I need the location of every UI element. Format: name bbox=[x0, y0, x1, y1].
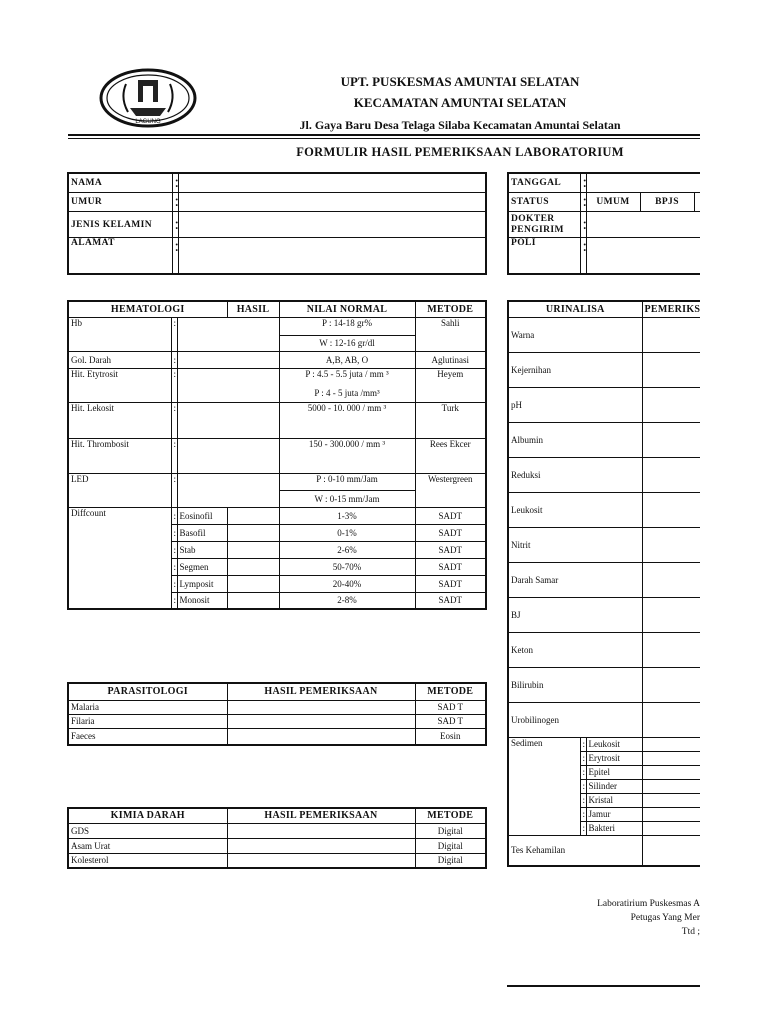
field-umur[interactable] bbox=[178, 193, 486, 212]
patient-info-table: NAMA : UMUR : JENIS KELAMIN : ALAMAT : bbox=[67, 172, 487, 275]
footer-ttd: Ttd ; bbox=[681, 927, 700, 937]
row-reduksi: Reduksi bbox=[508, 457, 642, 492]
row-thrombosit: Hit. Thrombosit bbox=[68, 438, 171, 473]
sedimen-name: Epitel bbox=[586, 765, 642, 779]
urinalisa-table: URINALISA PEMERIKS Warna Kejernihan pH Albumin Reduksi Leukosit Nitrit Darah Samar BJ Keton Bilirubin Urobilinogen Sedimen : Leukosit : Erytrosit : Epitel : Silinder : Kristal : Jamur : Bakteri Tes Kehamilan bbox=[507, 300, 739, 867]
input-gol-darah[interactable] bbox=[177, 351, 279, 368]
diff-name: Monosit bbox=[177, 592, 227, 609]
row-diffcount: Diffcount bbox=[68, 507, 171, 609]
header-line-2: KECAMATAN AMUNTAI SELATAN bbox=[353, 95, 567, 110]
footer-lab: Laboratirium Puskesmas A bbox=[597, 899, 700, 909]
col-urinalisa: URINALISA bbox=[508, 301, 642, 317]
row-bj: BJ bbox=[508, 597, 642, 632]
field-alamat[interactable] bbox=[178, 238, 486, 274]
input-diff-lymposit[interactable] bbox=[227, 575, 279, 592]
header-divider-thin bbox=[68, 138, 700, 139]
input-lekosit[interactable] bbox=[177, 402, 279, 438]
diff-name: Eosinofil bbox=[177, 507, 227, 524]
row-urobilinogen: Urobilinogen bbox=[508, 702, 642, 737]
row-kejernihan: Kejernihan bbox=[508, 352, 642, 387]
sedimen-name: Bakteri bbox=[586, 821, 642, 835]
input-hb[interactable] bbox=[177, 317, 279, 351]
row-nitrit: Nitrit bbox=[508, 527, 642, 562]
label-jenis-kelamin: JENIS KELAMIN bbox=[68, 212, 172, 238]
input-asam-urat[interactable] bbox=[227, 838, 415, 853]
footer-petugas: Petugas Yang Mer bbox=[630, 913, 700, 923]
row-eritrosit: Hit. Etytrosit bbox=[68, 368, 171, 402]
col-hasil-pemeriksaan: HASIL PEMERIKSAAN bbox=[227, 808, 415, 823]
sedimen-name: Erytrosit bbox=[586, 751, 642, 765]
header-line-1: UPT. PUSKESMAS AMUNTAI SELATAN bbox=[340, 74, 580, 89]
col-pemeriksaan: PEMERIKS bbox=[642, 301, 738, 317]
col-kimia-darah: KIMIA DARAH bbox=[68, 808, 227, 823]
col-metode: METODE bbox=[415, 808, 486, 823]
input-diff-segmen[interactable] bbox=[227, 558, 279, 575]
input-gds[interactable] bbox=[227, 823, 415, 838]
row-led: LED bbox=[68, 473, 171, 507]
row-albumin: Albumin bbox=[508, 422, 642, 457]
label-tanggal: TANGGAL bbox=[508, 173, 580, 193]
field-nama[interactable] bbox=[178, 173, 486, 193]
sedimen-name: Kristal bbox=[586, 793, 642, 807]
diff-name: Basofil bbox=[177, 524, 227, 541]
row-leukosit: Leukosit bbox=[508, 492, 642, 527]
row-kolesterol: Kolesterol bbox=[68, 853, 227, 868]
kimia-darah-table: KIMIA DARAH HASIL PEMERIKSAAN METODE GDS Digital Asam Urat Digital Kolesterol Digital bbox=[67, 807, 487, 869]
input-diff-eosinofil[interactable] bbox=[227, 507, 279, 524]
row-darah-samar: Darah Samar bbox=[508, 562, 642, 597]
row-keton: Keton bbox=[508, 632, 642, 667]
row-sedimen: Sedimen bbox=[508, 737, 580, 835]
header-divider bbox=[68, 134, 700, 136]
row-warna: Warna bbox=[508, 317, 642, 352]
row-hb: Hb bbox=[68, 317, 171, 351]
row-gds: GDS bbox=[68, 823, 227, 838]
label-alamat: ALAMAT bbox=[68, 238, 172, 274]
col-hematologi: HEMATOLOGI bbox=[68, 301, 227, 317]
input-thrombosit[interactable] bbox=[177, 438, 279, 473]
row-ph: pH bbox=[508, 387, 642, 422]
label-status: STATUS bbox=[508, 193, 580, 212]
col-hasil: HASIL bbox=[227, 301, 279, 317]
col-metode: METODE bbox=[415, 301, 486, 317]
sedimen-name: Silinder bbox=[586, 779, 642, 793]
field-jenis-kelamin[interactable] bbox=[178, 212, 486, 238]
input-led[interactable] bbox=[177, 473, 279, 507]
status-umum[interactable]: UMUM bbox=[586, 193, 640, 212]
row-bilirubin: Bilirubin bbox=[508, 667, 642, 702]
input-diff-stab[interactable] bbox=[227, 541, 279, 558]
status-bpjs[interactable]: BPJS bbox=[640, 193, 694, 212]
col-nilai-normal: NILAI NORMAL bbox=[279, 301, 415, 317]
row-lekosit: Hit. Lekosit bbox=[68, 402, 171, 438]
label-dokter-pengirim: DOKTER PENGIRIM bbox=[508, 212, 580, 238]
col-hasil-pemeriksaan: HASIL PEMERIKSAAN bbox=[227, 683, 415, 700]
label-umur: UMUR bbox=[68, 193, 172, 212]
hematologi-table: HEMATOLOGI HASIL NILAI NORMAL METODE Hb : P : 14-18 gr% Sahli W : 12-16 gr/dl Gol. Darah : A,B, AB, O Aglutinasi Hit. Etytrosit : P : 4.5 - 5.5 juta / mm ³ Heyem P : 4 - 5 juta /mm³ Hit. Lekosit : 5000 - 10. 000 / mm ³ Turk Hit. Thrombosit : 150 - 300.000 / mm ³ Rees Ekcer LED : P : 0-10 mm/Jam Westergreen W : 0-15 mm/Jam Diffcount : Eosinofil 1-3% SADT : Basofil 0-1% SADT : Stab 2-6% SADT : Segmen 50-70% SADT : Lymposit 20-40% SADT : Monosit 2-8% SADT bbox=[67, 300, 487, 610]
form-title: FORMULIR HASIL PEMERIKSAAN LABORATORIUM bbox=[296, 145, 624, 159]
signature-line bbox=[507, 985, 700, 987]
col-metode: METODE bbox=[415, 683, 486, 700]
header-line-3: Jl. Gaya Baru Desa Telaga Silaba Kecamatan Amuntai Selatan bbox=[299, 118, 621, 132]
visit-info-table: TANGGAL : STATUS : UMUM BPJS DOKTER PENGIRIM : POLI : bbox=[507, 172, 737, 275]
input-diff-monosit[interactable] bbox=[227, 592, 279, 609]
sedimen-name: Leukosit bbox=[586, 737, 642, 751]
diff-name: Segmen bbox=[177, 558, 227, 575]
col-parasitologi: PARASITOLOGI bbox=[68, 683, 227, 700]
row-gol-darah: Gol. Darah bbox=[68, 351, 171, 368]
input-filaria[interactable] bbox=[227, 714, 415, 728]
input-kolesterol[interactable] bbox=[227, 853, 415, 868]
svg-text:LAGUNG: LAGUNG bbox=[135, 119, 161, 125]
label-nama: NAMA bbox=[68, 173, 172, 193]
diff-name: Lymposit bbox=[177, 575, 227, 592]
row-malaria: Malaria bbox=[68, 700, 227, 714]
label-poli: POLI bbox=[508, 238, 580, 274]
input-diff-basofil[interactable] bbox=[227, 524, 279, 541]
row-filaria: Filaria bbox=[68, 714, 227, 728]
input-faeces[interactable] bbox=[227, 728, 415, 745]
input-eritrosit[interactable] bbox=[177, 368, 279, 402]
row-tes-kehamilan: Tes Kehamilan bbox=[508, 835, 642, 866]
input-malaria[interactable] bbox=[227, 700, 415, 714]
puskesmas-logo bbox=[98, 68, 198, 128]
page-crop-edge bbox=[700, 0, 768, 1024]
diff-name: Stab bbox=[177, 541, 227, 558]
row-faeces: Faeces bbox=[68, 728, 227, 745]
sedimen-name: Jamur bbox=[586, 807, 642, 821]
parasitologi-table: PARASITOLOGI HASIL PEMERIKSAAN METODE Malaria SAD T Filaria SAD T Faeces Eosin bbox=[67, 682, 487, 746]
row-asam-urat: Asam Urat bbox=[68, 838, 227, 853]
